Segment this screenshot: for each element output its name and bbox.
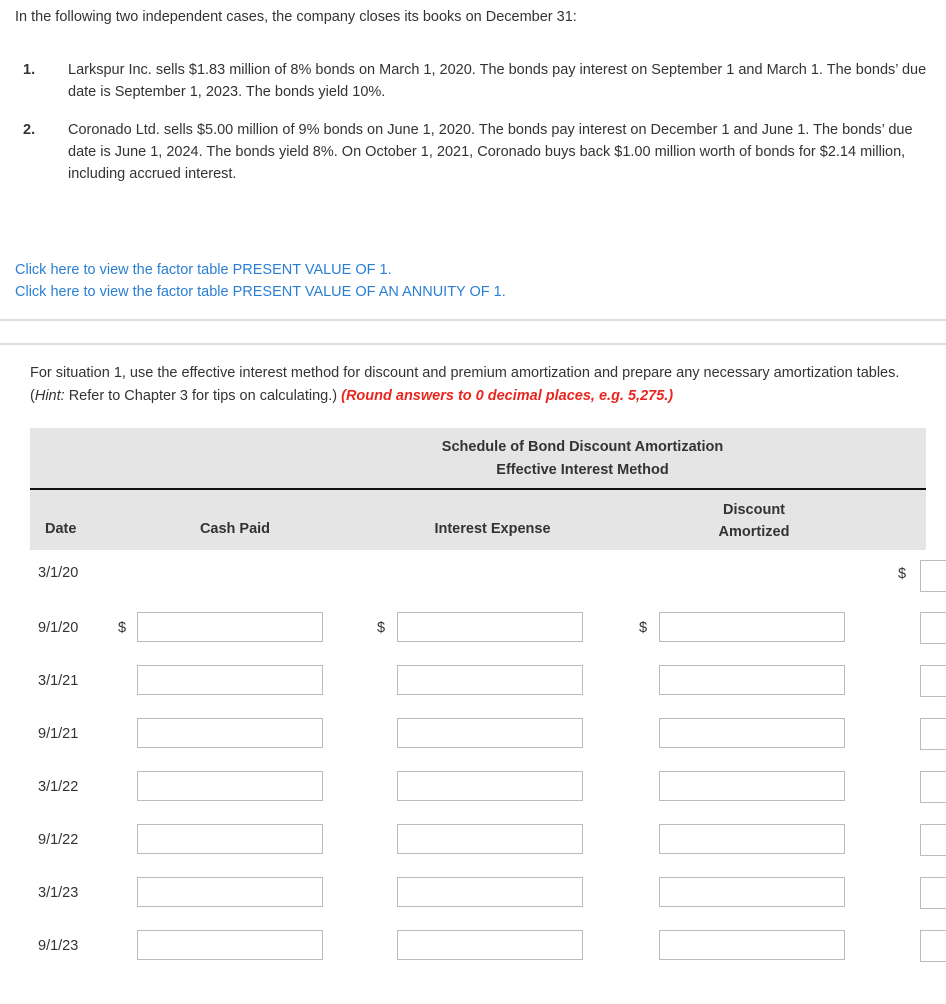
divider (0, 319, 946, 321)
dollar-sign: $ (639, 620, 648, 636)
carrying-value-input[interactable] (920, 877, 946, 909)
case-text: Larkspur Inc. sells $1.83 million of 8% bonds on March 1, 2020. The bonds pay interest on September 1 and March 1. The bonds’ due date is September 1, 2023. The bonds yield 10%. (68, 62, 927, 100)
interest-expense-input[interactable] (397, 612, 583, 642)
interest-expense-input[interactable] (397, 718, 583, 748)
case-1 (23, 59, 938, 103)
table-row (0, 930, 946, 964)
intro-text: In the following two independent cases, the company closes its books on December 31: (15, 9, 577, 25)
table-row (0, 565, 946, 599)
row-date: 3/1/22 (38, 779, 79, 795)
col-discount-amortized (680, 499, 828, 543)
cash-paid-input[interactable] (137, 771, 323, 801)
instructions (30, 362, 935, 408)
case-2 (23, 119, 938, 185)
discount-amortized-input[interactable] (659, 718, 845, 748)
dollar-sign: $ (118, 620, 127, 636)
carrying-value-input[interactable] (920, 560, 946, 592)
divider (0, 343, 946, 345)
interest-expense-input[interactable] (397, 824, 583, 854)
hint-label: Hint: (34, 388, 65, 404)
carrying-value-input[interactable] (920, 930, 946, 962)
table-title: Schedule of Bond Discount Amortization (441, 439, 724, 455)
case-text: Coronado Ltd. sells $5.00 million of 9% bonds on June 1, 2020. The bonds pay interest on December 1 and June 1. The bonds’ due date is June 1, 2024. The bonds yield 8%. On October 1, 2021, Coronado buys back $1.00 million worth of bonds for $2.14 million, including accrued interest. (68, 122, 913, 182)
row-date: 3/1/20 (38, 565, 79, 581)
pv-annuity-link[interactable]: Click here to view the factor table PRESENT VALUE OF AN ANNUITY OF 1. (15, 284, 506, 300)
discount-amortized-input[interactable] (659, 877, 845, 907)
row-date: 9/1/23 (38, 938, 79, 954)
row-date: 3/1/21 (38, 673, 79, 689)
discount-amortized-input[interactable] (659, 665, 845, 695)
col-date: Date (45, 521, 77, 537)
instruction-text: For situation 1, use the effective interest method for discount and premium amortization and prepare any necessary amortization tables. ( (30, 365, 900, 404)
carrying-value-input[interactable] (920, 612, 946, 644)
carrying-value-input[interactable] (920, 718, 946, 750)
dollar-sign: $ (377, 620, 386, 636)
row-date: 9/1/21 (38, 726, 79, 742)
cash-paid-input[interactable] (137, 612, 323, 642)
table-row (0, 665, 946, 699)
discount-amortized-input[interactable] (659, 824, 845, 854)
col-interest-expense: Interest Expense (434, 521, 551, 537)
row-date: 3/1/23 (38, 885, 79, 901)
table-title-header (30, 428, 926, 490)
col-discount-line1: Discount (722, 502, 786, 518)
cash-paid-input[interactable] (137, 824, 323, 854)
column-header-row (30, 490, 926, 550)
table-row (0, 877, 946, 911)
interest-expense-input[interactable] (397, 930, 583, 960)
row-date: 9/1/20 (38, 620, 79, 636)
cash-paid-input[interactable] (137, 877, 323, 907)
table-row (0, 718, 946, 752)
rounding-note: (Round answers to 0 decimal places, e.g. 5,275.) (341, 388, 674, 404)
pv-of-1-link[interactable]: Click here to view the factor table PRESENT VALUE OF 1. (15, 262, 392, 278)
row-date: 9/1/22 (38, 832, 79, 848)
discount-amortized-input[interactable] (659, 612, 845, 642)
case-number: 1. (23, 62, 36, 78)
interest-expense-input[interactable] (397, 771, 583, 801)
discount-amortized-input[interactable] (659, 930, 845, 960)
table-subtitle: Effective Interest Method (496, 462, 669, 478)
cash-paid-input[interactable] (137, 665, 323, 695)
discount-amortized-input[interactable] (659, 771, 845, 801)
carrying-value-input[interactable] (920, 824, 946, 856)
cash-paid-input[interactable] (137, 930, 323, 960)
table-row (0, 771, 946, 805)
hint-text: Refer to Chapter 3 for tips on calculating.) (64, 388, 342, 404)
case-number: 2. (23, 122, 36, 138)
table-row (0, 612, 946, 646)
table-row (0, 824, 946, 858)
interest-expense-input[interactable] (397, 665, 583, 695)
col-cash-paid: Cash Paid (199, 521, 271, 537)
dollar-sign: $ (898, 566, 907, 582)
interest-expense-input[interactable] (397, 877, 583, 907)
cash-paid-input[interactable] (137, 718, 323, 748)
col-discount-line2: Amortized (718, 524, 790, 540)
carrying-value-input[interactable] (920, 665, 946, 697)
carrying-value-input[interactable] (920, 771, 946, 803)
